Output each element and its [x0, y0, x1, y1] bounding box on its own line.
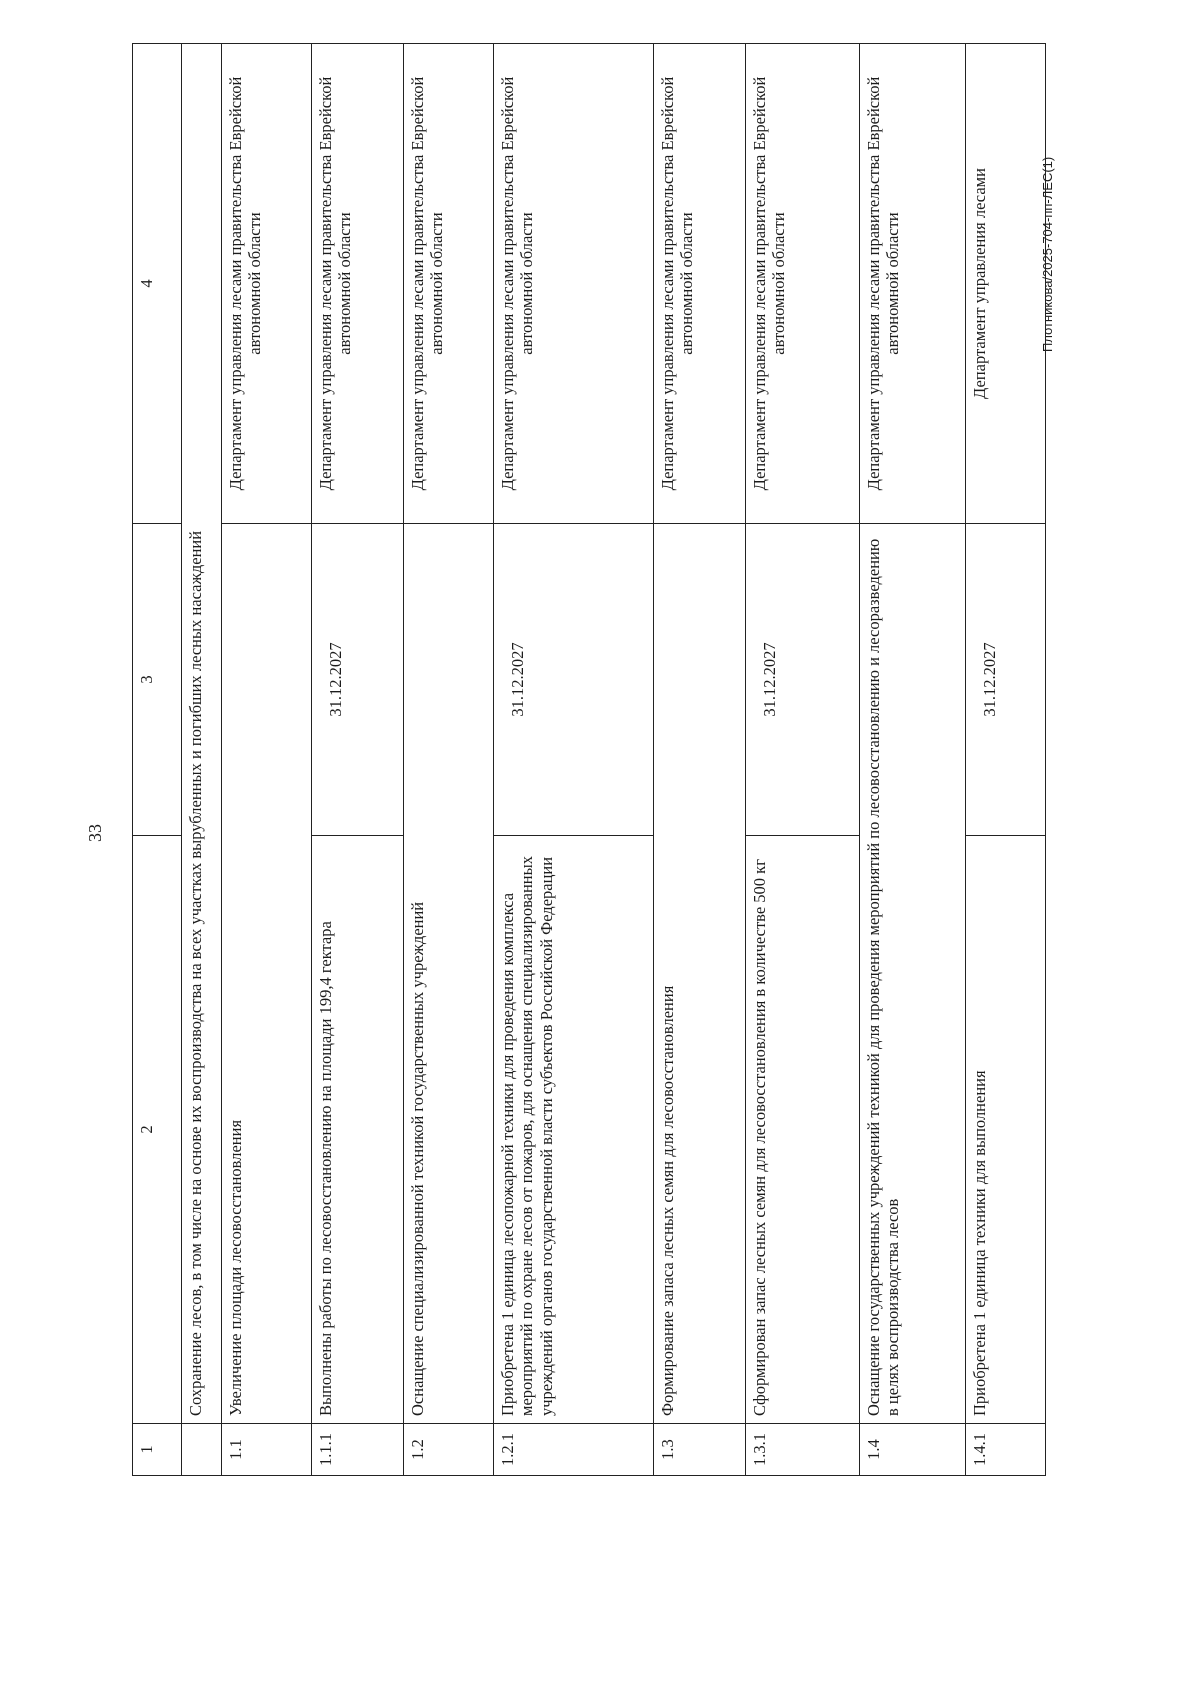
table-row [222, 44, 312, 1476]
row-department: Департамент управления лесами правительства Еврейской автономной области [312, 44, 404, 524]
row-number: 1.2 [404, 1424, 494, 1476]
row-number: 1.1 [222, 1424, 312, 1476]
row-department: Департамент управления лесами [966, 44, 1046, 524]
table-row [654, 44, 746, 1476]
row-number: 1.3 [654, 1424, 746, 1476]
header-col-3: 3 [133, 524, 182, 836]
document-code: Плотникова/2025-704-пп-ЛЕС(1) [1040, 156, 1055, 352]
row-description: Сформирован запас лесных семян для лесовосстановления в количестве 500 кг [746, 836, 860, 1424]
row-department: Департамент управления лесами правительства Еврейской автономной области [404, 44, 494, 524]
header-col-1: 1 [133, 1424, 182, 1476]
row-department: Департамент управления лесами правительства Еврейской автономной области [860, 44, 966, 524]
row-department: Департамент управления лесами правительства Еврейской автономной области [654, 44, 746, 524]
row-date: 31.12.2027 [746, 524, 860, 836]
row-number: 1.1.1 [312, 1424, 404, 1476]
table-row [312, 44, 404, 1476]
section-title: Сохранение лесов, в том числе на основе их воспроизводства на всех участках вырубленных и погибших лесных насаждений [182, 44, 222, 1424]
section-num-cell [182, 1424, 222, 1476]
table-row [494, 44, 654, 1476]
row-description: Увеличение площади лесовосстановления [222, 524, 312, 1424]
row-number: 1.4 [860, 1424, 966, 1476]
row-number: 1.3.1 [746, 1424, 860, 1476]
row-description: Формирование запаса лесных семян для лесовосстановления [654, 524, 746, 1424]
header-col-4: 4 [133, 44, 182, 524]
row-department: Департамент управления лесами правительства Еврейской автономной области [746, 44, 860, 524]
row-description: Оснащение специализированной техникой государственных учреждений [404, 524, 494, 1424]
header-col-2: 2 [133, 836, 182, 1424]
section-row [182, 44, 222, 1476]
table-row [404, 44, 494, 1476]
table-row [746, 44, 860, 1476]
row-description: Приобретена 1 единица техники для выполнения [966, 836, 1046, 1424]
row-description: Выполнены работы по лесовосстановлению на площади 199,4 гектара [312, 836, 404, 1424]
measures-table [132, 43, 1046, 1476]
row-number: 1.2.1 [494, 1424, 654, 1476]
page-number: 33 [85, 824, 105, 842]
row-date: 31.12.2027 [966, 524, 1046, 836]
row-number: 1.4.1 [966, 1424, 1046, 1476]
table-row [966, 44, 1046, 1476]
row-description: Оснащение государственных учреждений техникой для проведения мероприятий по лесовосстановлению и лесоразведению в целях воспроизводства лесов [860, 524, 966, 1424]
table-container [132, 44, 1046, 1476]
row-department: Департамент управления лесами правительства Еврейской автономной области [494, 44, 654, 524]
table-row [860, 44, 966, 1476]
row-date: 31.12.2027 [312, 524, 404, 836]
row-department: Департамент управления лесами правительства Еврейской автономной области [222, 44, 312, 524]
row-description: Приобретена 1 единица лесопожарной техники для проведения комплекса мероприятий по охране лесов от пожаров, для оснащения специализированных учреждений органов государственной власти субъектов Российской Федерации [494, 836, 654, 1424]
row-date: 31.12.2027 [494, 524, 654, 836]
header-row [133, 44, 182, 1476]
